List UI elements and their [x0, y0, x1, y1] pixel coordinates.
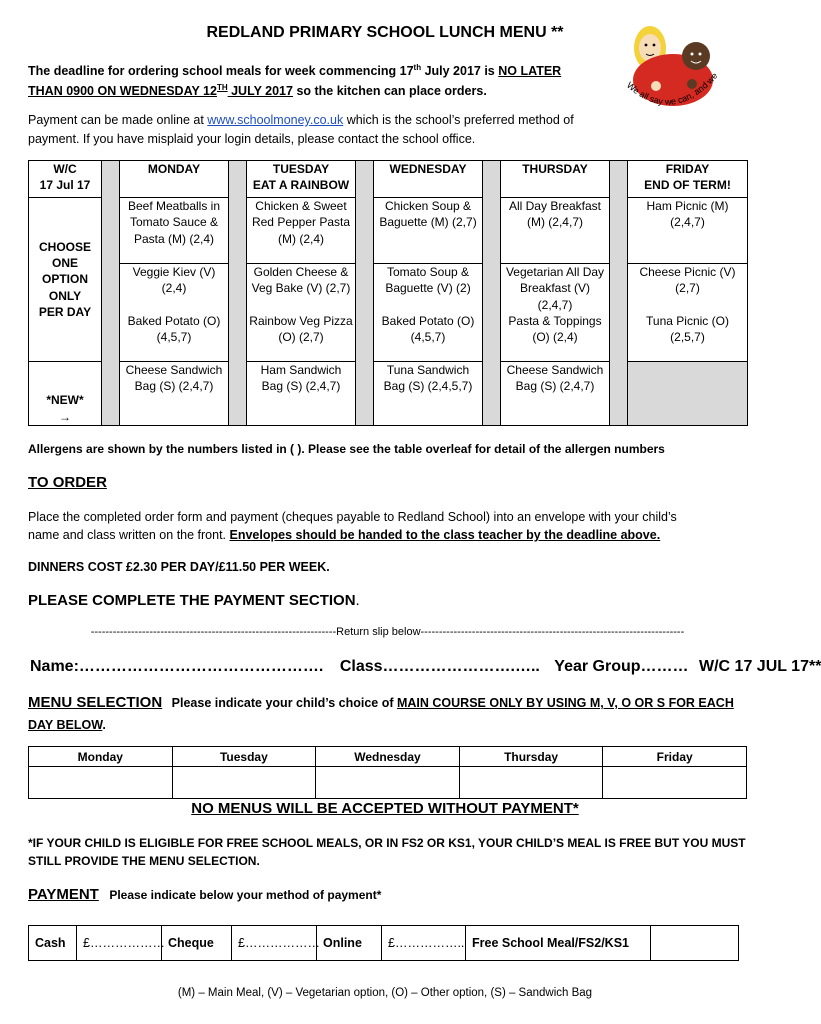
school-logo [618, 18, 738, 128]
complete-payment-text: PLEASE COMPLETE THE PAYMENT SECTION [28, 592, 356, 609]
student-details-row [28, 658, 821, 676]
separator-column [356, 161, 374, 426]
day-name: MONDAY [147, 162, 201, 176]
free-meals-line-2: STILL PROVIDE THE MENU SELECTION. [28, 854, 260, 868]
day-name: THURSDAY [522, 162, 588, 176]
menu-veg-other-thursday [501, 264, 610, 362]
separator-column [483, 161, 501, 426]
menu-selection-heading: MENU SELECTION [28, 694, 163, 711]
day-name: FRIDAY [665, 162, 710, 176]
menu-selection-dot: . [102, 718, 106, 732]
menu-selection-line-1 [28, 694, 734, 711]
payment-info-a: Payment can be made online at [28, 113, 208, 127]
selection-input-tuesday[interactable] [172, 767, 316, 799]
menu-selection-day-below: DAY BELOW [28, 718, 103, 732]
other-option: Rainbow Veg Pizza (O) (2,7) [249, 314, 353, 345]
logo-motto: We all say we can, and we [624, 70, 720, 107]
selection-input-thursday[interactable] [459, 767, 603, 799]
menu-sandwich-monday: Cheese Sandwich Bag (S) (2,4,7) [120, 362, 229, 426]
deadline-line-1 [28, 59, 561, 80]
veg-option: Tomato Soup & Baguette (V) (2) [385, 265, 471, 296]
veg-option: Cheese Picnic (V) (2,7) [639, 265, 736, 296]
veg-option: Golden Cheese & Veg Bake (V) (2,7) [251, 265, 351, 296]
to-order-text-emphasis: Envelopes should be handed to the class teacher by the deadline above. [229, 528, 661, 542]
day-header-wednesday [374, 161, 483, 198]
return-slip-divider: -------------------------------------------------------------------Return slip below------------------------------------------------------------------------ [90, 626, 685, 638]
payment-free-meal-label: Free School Meal/FS2/KS1 [466, 926, 651, 961]
other-option: Pasta & Toppings (O) (2,4) [508, 314, 602, 345]
menu-main-friday: Ham Picnic (M) (2,4,7) [628, 198, 748, 264]
separator-column [229, 161, 247, 426]
complete-payment-dot: . [355, 592, 360, 609]
selection-input-friday[interactable] [603, 767, 747, 799]
menu-selection-table [28, 746, 747, 799]
selection-header-wednesday: Wednesday [316, 747, 460, 767]
deadline-emphasis-c: JULY 2017 [227, 84, 293, 99]
name-field[interactable]: Name:………………………………………. [30, 658, 324, 675]
wc-date: 17 Jul 17 [39, 178, 91, 193]
page-title: REDLAND PRIMARY SCHOOL LUNCH MENU ** [206, 24, 564, 41]
menu-main-monday: Beef Meatballs in Tomato Sauce & Pasta (M) (2,4) [120, 198, 229, 264]
payment-cash-label: Cash [29, 926, 77, 961]
veg-option: Veggie Kiev (V) (2,4) [132, 265, 216, 296]
selection-header-tuesday: Tuesday [172, 747, 316, 767]
menu-selection-line-2 [28, 716, 106, 734]
year-group-field[interactable]: Year Group……… [554, 658, 689, 675]
payment-online-label: Online [317, 926, 382, 961]
day-header-friday [628, 161, 748, 198]
selection-header-thursday: Thursday [459, 747, 603, 767]
dinners-cost: DINNERS COST £2.30 PER DAY/£11.50 PER WEEK. [28, 560, 330, 574]
separator-column [102, 161, 120, 426]
payment-free-meal-input[interactable] [651, 926, 739, 961]
free-meals-line-1: *IF YOUR CHILD IS ELIGIBLE FOR FREE SCHOOL MEALS, OR IN FS2 OR KS1, YOUR CHILD’S MEAL IS FREE BUT YOU MUST [28, 836, 746, 850]
menu-veg-other-friday [628, 264, 748, 362]
menu-main-wednesday: Chicken Soup & Baguette (M) (2,7) [374, 198, 483, 264]
deadline-text-c: so the kitchen can place orders. [292, 84, 487, 99]
selection-input-monday[interactable] [29, 767, 173, 799]
footer-key: (M) – Main Meal, (V) – Vegetarian option, (O) – Other option, (S) – Sandwich Bag [177, 987, 593, 999]
new-cell [29, 362, 102, 426]
payment-online-amount[interactable]: £…………….. [382, 926, 466, 961]
choose-one-cell: CHOOSE ONE OPTION ONLY PER DAY [29, 198, 102, 362]
selection-header-monday: Monday [29, 747, 173, 767]
payment-heading-row [28, 886, 381, 904]
menu-main-tuesday: Chicken & Sweet Red Pepper Pasta (M) (2,4) [247, 198, 356, 264]
to-order-text-2 [28, 526, 660, 544]
menu-sandwich-tuesday: Ham Sandwich Bag (S) (2,4,7) [247, 362, 356, 426]
deadline-emphasis-a: NO LATER [498, 64, 562, 79]
payment-info-b: which is the school’s preferred method of [343, 113, 574, 127]
other-option: Tuna Picnic (O) (2,5,7) [646, 314, 729, 345]
other-option: Baked Potato (O) (4,5,7) [127, 314, 221, 345]
payment-info-line-2: payment. If you have misplaid your login details, please contact the school office. [28, 132, 476, 146]
selection-header-friday: Friday [603, 747, 747, 767]
complete-payment-heading [28, 592, 360, 609]
menu-sandwich-friday [628, 362, 748, 426]
menu-selection-text: Please indicate your child’s choice of [171, 696, 397, 710]
menu-main-thursday: All Day Breakfast (M) (2,4,7) [501, 198, 610, 264]
no-menus-warning: NO MENUS WILL BE ACCEPTED WITHOUT PAYMENT* [191, 800, 579, 817]
to-order-text-1: Place the completed order form and payment (cheques payable to Redland School) into an envelope with your child’s [28, 510, 677, 524]
deadline-emphasis-b: THAN 0900 ON WEDNESDAY 12 [28, 84, 217, 99]
deadline-line-2 [28, 79, 487, 100]
deadline-text-b: July 2017 is [421, 64, 499, 79]
day-header-tuesday [247, 161, 356, 198]
day-subtitle: END OF TERM! [644, 178, 731, 193]
deadline-sup-a: th [413, 63, 422, 72]
arrow-right-icon: → [59, 409, 71, 424]
menu-veg-other-tuesday [247, 264, 356, 362]
day-subtitle: EAT A RAINBOW [252, 178, 350, 193]
menu-sandwich-wednesday: Tuna Sandwich Bag (S) (2,4,5,7) [374, 362, 483, 426]
payment-instruction: Please indicate below your method of payment* [109, 888, 382, 902]
payment-cheque-amount[interactable]: £……………… [232, 926, 317, 961]
payment-cheque-label: Cheque [162, 926, 232, 961]
selection-input-wednesday[interactable] [316, 767, 460, 799]
menu-selection-emphasis: MAIN COURSE ONLY BY USING M, V, O OR S FOR EACH [396, 696, 734, 710]
deadline-text-a: The deadline for ordering school meals for week commencing 17 [28, 64, 414, 79]
lunch-menu-table [28, 160, 748, 426]
payment-heading: PAYMENT [28, 886, 99, 903]
deadline-sup-b: TH [216, 83, 228, 92]
school-logo-art [618, 18, 738, 128]
schoolmoney-link[interactable]: www.schoolmoney.co.uk [207, 113, 344, 127]
day-name: TUESDAY [272, 162, 330, 176]
payment-cash-amount[interactable]: £……………… [77, 926, 162, 961]
wc-cell [29, 161, 102, 198]
to-order-heading: TO ORDER [28, 474, 107, 491]
wc-label: W/C [53, 162, 77, 176]
payment-table [28, 925, 739, 961]
day-name: WEDNESDAY [389, 162, 467, 176]
menu-veg-other-monday [120, 264, 229, 362]
allergen-note: Allergens are shown by the numbers listed in ( ). Please see the table overleaf for detail of the allergen numbers [28, 442, 665, 456]
payment-info-line-1 [28, 111, 574, 129]
veg-option: Vegetarian All Day Breakfast (V) (2,4,7) [505, 265, 605, 312]
class-field[interactable]: Class…………………….….. [339, 658, 540, 675]
day-header-monday [120, 161, 229, 198]
menu-sandwich-thursday: Cheese Sandwich Bag (S) (2,4,7) [501, 362, 610, 426]
other-option: Baked Potato (O) (4,5,7) [381, 314, 475, 345]
separator-column [610, 161, 628, 426]
day-header-thursday [501, 161, 610, 198]
menu-veg-other-wednesday [374, 264, 483, 362]
to-order-text-plain: name and class written on the front. [28, 528, 230, 542]
wc-date-label: W/C 17 JUL 17** [699, 658, 821, 675]
new-label: *NEW* [46, 393, 84, 408]
